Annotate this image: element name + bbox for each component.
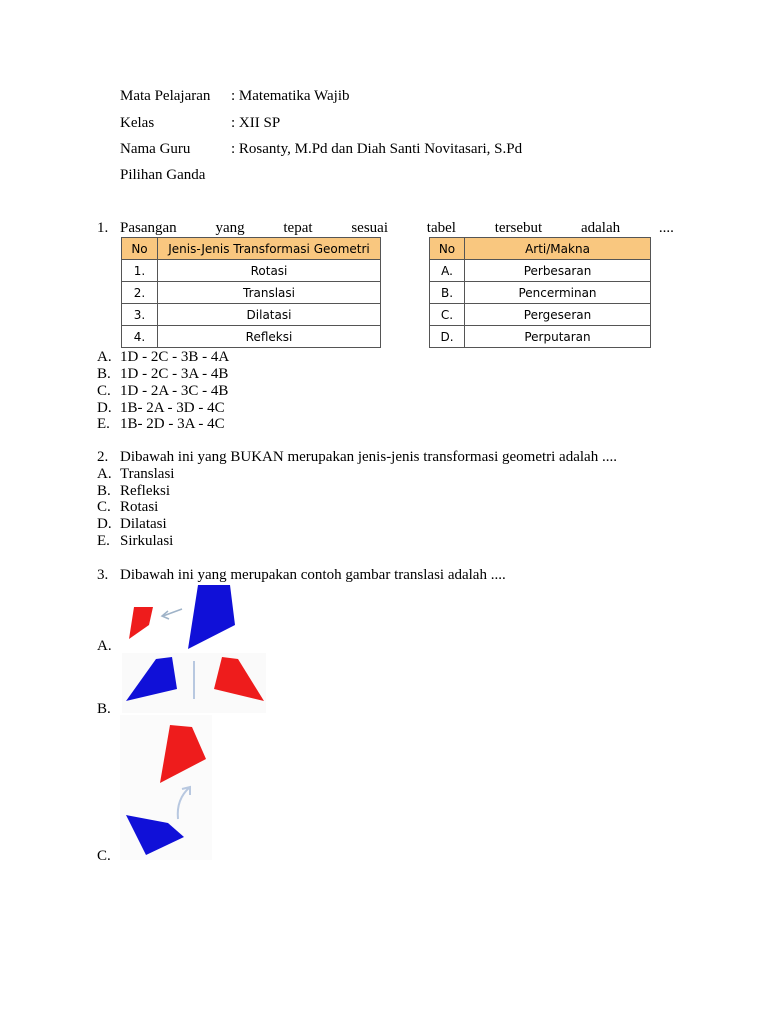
table-cell: Refleksi — [158, 326, 381, 348]
q1-option-text: 1D - 2A - 3C - 4B — [120, 383, 229, 399]
q1-option-text: 1D - 2C - 3A - 4B — [120, 366, 229, 382]
q1-option-letter: E. — [97, 416, 110, 432]
q1-word: .... — [658, 220, 674, 236]
q3-number: 3. — [97, 567, 109, 583]
q2-option-text: Translasi — [120, 466, 175, 482]
q1-word: Pasangan — [120, 220, 177, 236]
header-label-class: Kelas — [120, 115, 155, 131]
header-label-subject: Mata Pelajaran — [120, 88, 211, 104]
table-cell: C. — [430, 304, 465, 326]
rotation-figure-c — [120, 715, 212, 860]
q1-option-letter: B. — [97, 366, 111, 382]
q1-option-text: 1B- 2A - 3D - 4C — [120, 400, 225, 416]
q1-option-text: 1B- 2D - 3A - 4C — [120, 416, 225, 432]
header-value-subject: : Matematika Wajib — [231, 88, 350, 104]
table-cell: 3. — [122, 304, 158, 326]
table-row — [430, 326, 651, 348]
blue-shape — [188, 585, 235, 649]
q2-text: Dibawah ini yang BUKAN merupakan jenis-jenis transformasi geometri adalah .... — [120, 449, 617, 465]
table-cell: 4. — [122, 326, 158, 348]
header-value-teacher: : Rosanty, M.Pd dan Diah Santi Novitasari, S.Pd — [231, 141, 523, 157]
q2-option-letter: A. — [97, 466, 112, 482]
q2-option-letter: C. — [97, 499, 111, 515]
q1-option-letter: C. — [97, 383, 111, 399]
table-row — [430, 260, 651, 282]
q2-option-text: Sirkulasi — [120, 533, 174, 549]
q2-option-letter: B. — [97, 483, 111, 499]
table-row — [430, 304, 651, 326]
table-row — [430, 282, 651, 304]
q2-option-text: Rotasi — [120, 499, 159, 515]
q1-word: tersebut — [494, 220, 543, 236]
q1-text — [120, 220, 674, 237]
q2-option-letter: E. — [97, 533, 110, 549]
table-cell: 2. — [122, 282, 158, 304]
section-title: Pilihan Ganda — [120, 167, 206, 183]
table-row — [122, 260, 381, 282]
reflection-figure-b — [122, 653, 266, 713]
table-row — [122, 304, 381, 326]
q1-number: 1. — [97, 220, 109, 236]
table-cell: B. — [430, 282, 465, 304]
q3-text: Dibawah ini yang merupakan contoh gambar translasi adalah .... — [120, 567, 506, 583]
red-shape — [129, 607, 153, 639]
table-cell: Rotasi — [158, 260, 381, 282]
q1-option-letter: D. — [97, 400, 112, 416]
meaning-table — [429, 237, 651, 348]
table-cell: Perbesaran — [465, 260, 651, 282]
table-header-cell: Arti/Makna — [465, 238, 651, 260]
table-row — [122, 326, 381, 348]
table-cell: Perputaran — [465, 326, 651, 348]
q1-word: tabel — [426, 220, 456, 236]
q1-word: yang — [215, 220, 245, 236]
table-header-cell: Jenis-Jenis Transformasi Geometri — [158, 238, 381, 260]
table-cell: 1. — [122, 260, 158, 282]
table-cell: Pencerminan — [465, 282, 651, 304]
header-value-class: : XII SP — [231, 115, 281, 131]
table-cell: A. — [430, 260, 465, 282]
table-cell: Translasi — [158, 282, 381, 304]
q3-option-letter: A. — [97, 638, 112, 654]
q1-word: adalah — [580, 220, 621, 236]
table-header-cell: No — [430, 238, 465, 260]
translation-figure-a — [122, 585, 240, 653]
q2-option-text: Dilatasi — [120, 516, 167, 532]
q3-option-letter: C. — [97, 848, 111, 864]
q1-option-letter: A. — [97, 349, 112, 365]
q2-option-letter: D. — [97, 516, 112, 532]
q1-option-text: 1D - 2C - 3B - 4A — [120, 349, 230, 365]
header-label-teacher: Nama Guru — [120, 141, 191, 157]
q1-word: tepat — [283, 220, 313, 236]
q2-option-text: Refleksi — [120, 483, 170, 499]
transformation-table — [121, 237, 381, 348]
q3-option-letter: B. — [97, 701, 111, 717]
table-row — [122, 282, 381, 304]
table-cell: D. — [430, 326, 465, 348]
q1-word: sesuai — [351, 220, 388, 236]
q2-number: 2. — [97, 449, 109, 465]
table-cell: Pergeseran — [465, 304, 651, 326]
table-header-cell: No — [122, 238, 158, 260]
table-cell: Dilatasi — [158, 304, 381, 326]
